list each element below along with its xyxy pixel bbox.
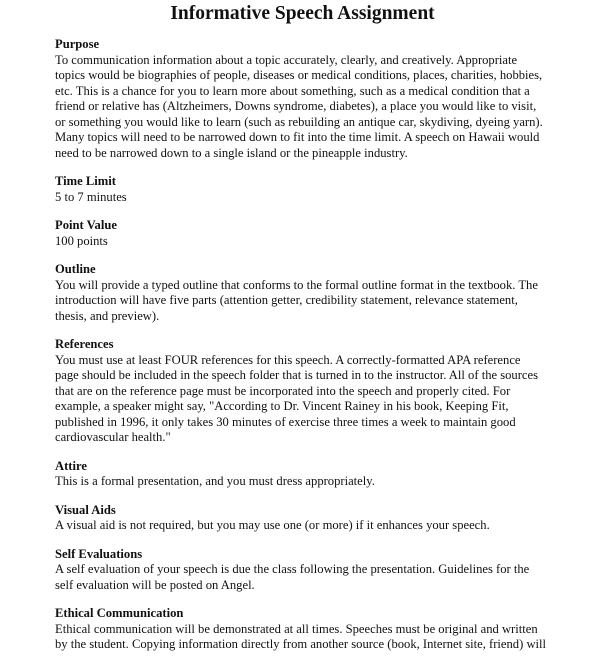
section-time-limit bbox=[55, 174, 555, 205]
document-title: Informative Speech Assignment bbox=[170, 3, 435, 24]
body-line: by the student. Copying information directly from another source (book, Internet site, friend) will bbox=[55, 637, 547, 651]
body-line: topics would be biographies of people, diseases or medical conditions, places, charities, hobbies, bbox=[55, 68, 543, 82]
body-line: or something you would like to learn (such as rebuilding an antique car, skydiving, dyeing yarn). bbox=[55, 114, 543, 129]
section-body bbox=[55, 353, 555, 446]
section-body bbox=[55, 190, 555, 206]
section-ethical-communication bbox=[55, 606, 555, 653]
body-line: This is a formal presentation, and you must dress appropriately. bbox=[55, 474, 375, 488]
body-line: etc. This is a chance for you to learn more about something, such as a medical condition that a bbox=[55, 83, 530, 98]
section-heading: Outline bbox=[55, 262, 96, 276]
section-heading: Ethical Communication bbox=[55, 606, 184, 620]
section-body bbox=[55, 518, 555, 534]
body-line: To communication information about a topic accurately, clearly, and creatively. Appropriate bbox=[55, 52, 518, 67]
document-sections bbox=[55, 37, 555, 666]
body-line: A visual aid is not required, but you may use one (or more) if it enhances your speech. bbox=[55, 518, 490, 532]
body-line: friend or relative has (Altzheimers, Downs syndrome, diabetes), a place you would like to visit, bbox=[55, 99, 537, 113]
body-line: page should be included in the speech folder that is turned in to the instructor. All of the sources bbox=[55, 368, 538, 382]
section-body bbox=[55, 53, 555, 162]
section-body bbox=[55, 622, 555, 653]
body-line: cardiovascular health." bbox=[55, 430, 171, 444]
body-line: 100 points bbox=[55, 233, 108, 248]
body-line: You will provide a typed outline that conforms to the formal outline format in the textbook. The bbox=[55, 277, 538, 292]
section-attire bbox=[55, 459, 555, 490]
section-references bbox=[55, 337, 555, 446]
body-line: 5 to 7 minutes bbox=[55, 189, 127, 204]
body-line: Ethical communication will be demonstrated at all times. Speeches must be original and written bbox=[55, 621, 538, 636]
body-line: example, a speaker might say, "According to Dr. Vincent Rainey in his book, Keeping Fit, bbox=[55, 399, 509, 413]
body-line: A self evaluation of your speech is due the class following the presentation. Guidelines for the bbox=[55, 562, 530, 576]
section-body bbox=[55, 474, 555, 490]
section-heading: Visual Aids bbox=[55, 502, 116, 517]
body-line: published in 1996, it only takes 30 minutes of exercise three times a week to maintain good bbox=[55, 414, 516, 429]
section-purpose bbox=[55, 37, 555, 161]
body-line: Many topics will need to be narrowed down to fit into the time limit. A speech on Hawaii would bbox=[55, 130, 540, 144]
body-line: thesis, and preview). bbox=[55, 308, 160, 323]
body-line: introduction will have five parts (attention getter, credibility statement, relevance statement, bbox=[55, 293, 518, 307]
body-line: You must use at least FOUR references for this speech. A correctly-formatted APA reference bbox=[55, 352, 521, 367]
section-visual-aids bbox=[55, 503, 555, 534]
section-body bbox=[55, 234, 555, 250]
body-line: self evaluation will be posted on Angel. bbox=[55, 577, 255, 592]
section-heading: References bbox=[55, 337, 114, 351]
section-heading: Attire bbox=[55, 458, 87, 473]
section-self-evaluations bbox=[55, 547, 555, 594]
section-outline bbox=[55, 262, 555, 324]
section-body bbox=[55, 278, 555, 325]
section-point-value bbox=[55, 218, 555, 249]
section-heading: Self Evaluations bbox=[55, 546, 143, 561]
section-heading: Purpose bbox=[55, 37, 100, 51]
section-heading: Time Limit bbox=[55, 174, 116, 188]
section-body bbox=[55, 562, 555, 593]
body-line: need to be narrowed down to a single island or the pineapple industry. bbox=[55, 145, 408, 160]
section-heading: Point Value bbox=[55, 218, 117, 232]
body-line: that are on the reference page must be incorporated into the speech and properly cited. For bbox=[55, 383, 511, 398]
